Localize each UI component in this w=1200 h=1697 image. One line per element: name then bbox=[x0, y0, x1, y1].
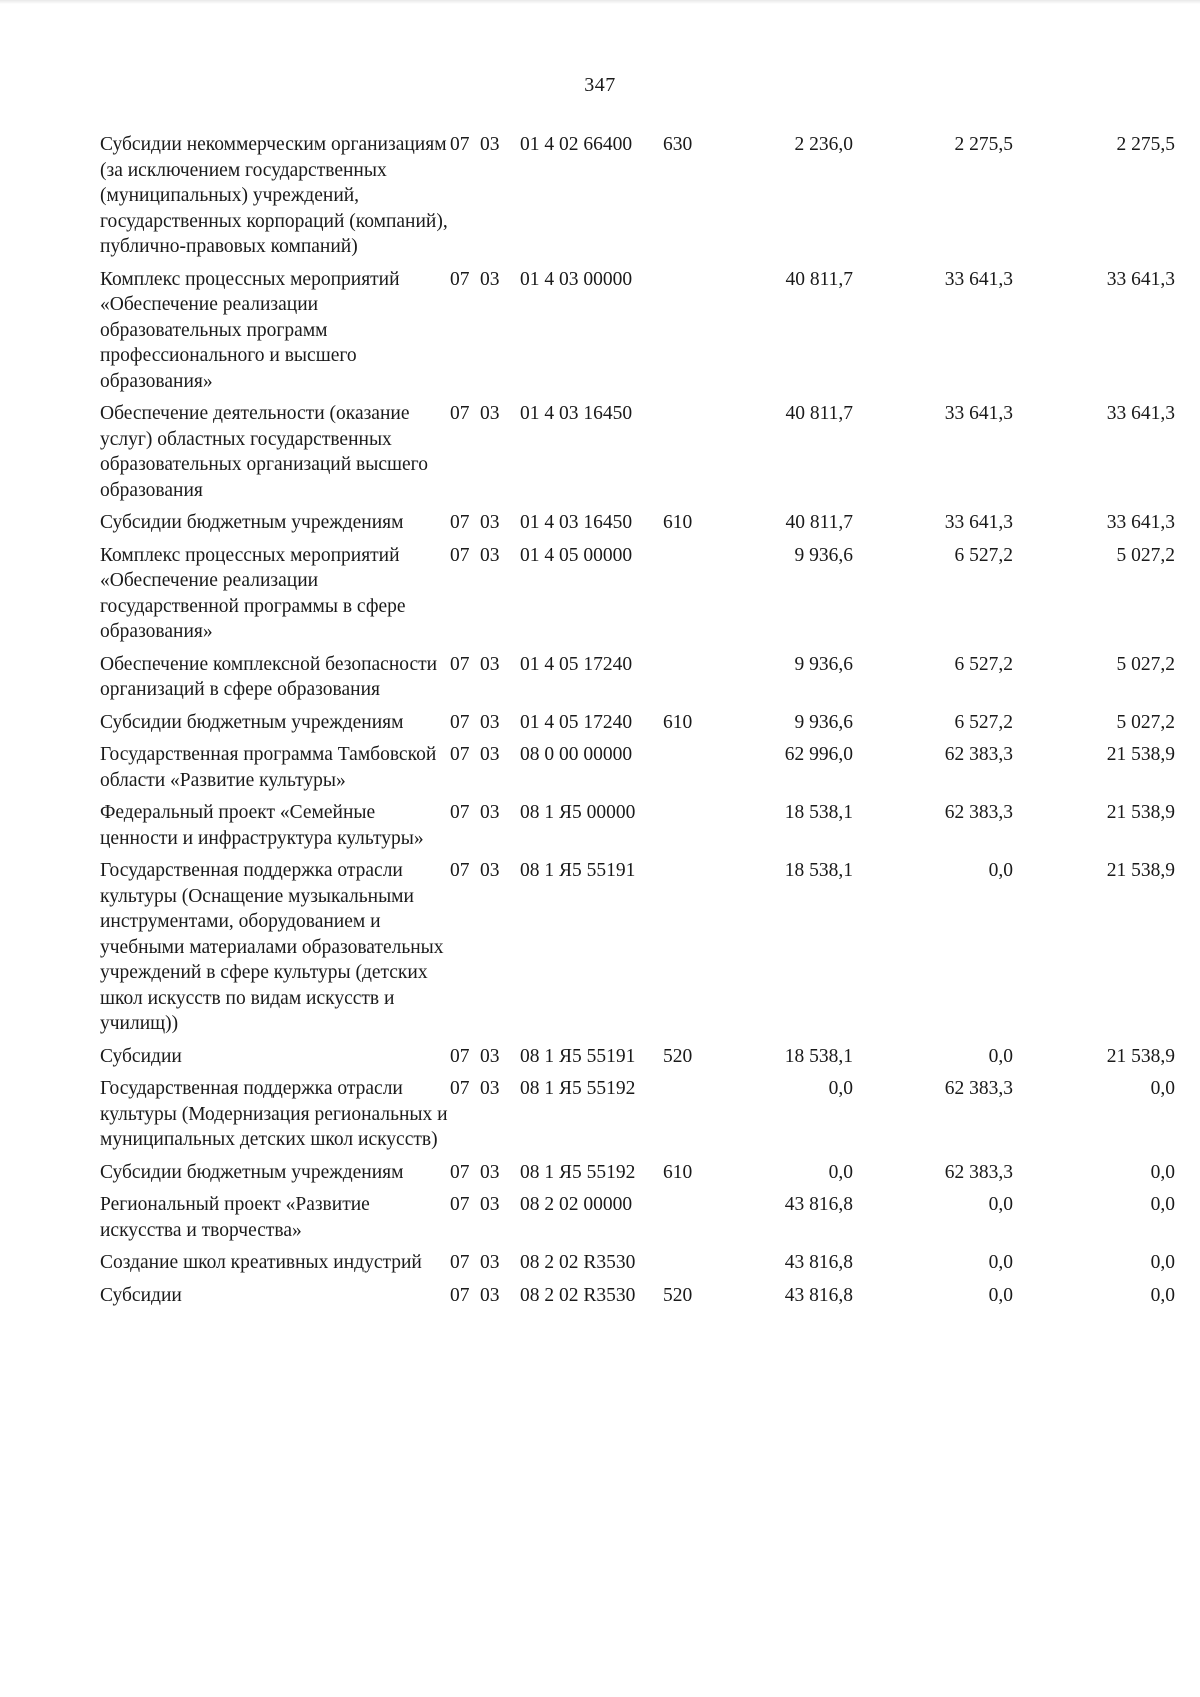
table-row bbox=[100, 401, 1175, 510]
table-row bbox=[100, 267, 1175, 402]
subsection-code: 03 bbox=[480, 403, 500, 424]
amount-year-3: 0,0 bbox=[1150, 1161, 1175, 1183]
amount-year-1: 40 811,7 bbox=[785, 268, 853, 290]
target-article-code: 08 1 Я5 55192 bbox=[520, 1078, 636, 1099]
target-article-code: 08 2 02 00000 bbox=[520, 1194, 633, 1215]
amount-year-2: 0,0 bbox=[988, 860, 1013, 881]
amount-year-1: 0,0 bbox=[828, 1161, 853, 1183]
section-code: 07 bbox=[450, 860, 470, 881]
target-article-code: 08 0 00 00000 bbox=[520, 744, 633, 765]
amount-year-2: 62 383,3 bbox=[944, 802, 1013, 823]
section-code: 07 bbox=[450, 711, 470, 733]
target-article-code: 08 2 02 R3530 bbox=[520, 1252, 636, 1273]
section-code: 07 bbox=[450, 1194, 470, 1215]
amount-year-2: 33 641,3 bbox=[944, 403, 1013, 424]
subsection-code: 03 bbox=[480, 1194, 500, 1215]
amount-year-1: 18 538,1 bbox=[784, 1045, 853, 1067]
expense-type-code: 610 bbox=[663, 711, 693, 733]
target-article-code: 08 1 Я5 55191 bbox=[520, 1045, 636, 1067]
table-row bbox=[100, 510, 1175, 543]
subsection-code: 03 bbox=[480, 512, 500, 533]
table-row bbox=[100, 742, 1175, 800]
row-name: Субсидии бюджетным учреждениям bbox=[100, 711, 404, 733]
amount-year-3: 21 538,9 bbox=[1106, 860, 1175, 881]
expense-type-code: 610 bbox=[663, 1161, 693, 1183]
amount-year-3: 5 027,2 bbox=[1116, 711, 1175, 733]
subsection-code: 03 bbox=[480, 544, 500, 566]
expense-type-code bbox=[663, 267, 723, 402]
section-code: 07 bbox=[450, 1284, 470, 1306]
row-name: Комплекс процессных мероприятий «Обеспечение реализации образовательных программ профессионального и высшего образования» bbox=[100, 268, 400, 392]
amount-year-1: 2 236,0 bbox=[794, 134, 853, 155]
section-code: 07 bbox=[450, 544, 470, 566]
amount-year-1: 62 996,0 bbox=[784, 744, 853, 765]
amount-year-2: 33 641,3 bbox=[944, 512, 1013, 533]
subsection-code: 03 bbox=[480, 802, 500, 823]
amount-year-2: 0,0 bbox=[988, 1045, 1013, 1067]
table-row bbox=[100, 800, 1175, 858]
expense-type-code bbox=[663, 858, 723, 1044]
amount-year-3: 0,0 bbox=[1150, 1284, 1175, 1306]
table-row bbox=[100, 132, 1175, 267]
amount-year-3: 0,0 bbox=[1150, 1194, 1175, 1215]
amount-year-3: 33 641,3 bbox=[1106, 512, 1175, 533]
expense-type-code bbox=[663, 800, 723, 858]
row-name: Субсидии bbox=[100, 1045, 182, 1067]
amount-year-3: 21 538,9 bbox=[1106, 802, 1175, 823]
table-row bbox=[100, 710, 1175, 743]
table-row bbox=[100, 1283, 1175, 1316]
subsection-code: 03 bbox=[480, 711, 500, 733]
target-article-code: 01 4 05 17240 bbox=[520, 711, 633, 733]
table-row bbox=[100, 858, 1175, 1044]
subsection-code: 03 bbox=[480, 744, 500, 765]
amount-year-3: 2 275,5 bbox=[1116, 134, 1175, 155]
row-name: Государственная поддержка отрасли культуры (Оснащение музыкальными инструментами, оборудованием и учебными материалами образовательных учреждений в сфере культуры (детских школ искусств по видам искусств и училищ)) bbox=[100, 860, 444, 1034]
target-article-code: 01 4 03 00000 bbox=[520, 268, 633, 290]
amount-year-3: 5 027,2 bbox=[1116, 544, 1175, 566]
amount-year-1: 0,0 bbox=[828, 1078, 853, 1099]
row-name: Обеспечение деятельности (оказание услуг) областных государственных образовательных организаций высшего образования bbox=[100, 403, 428, 501]
subsection-code: 03 bbox=[480, 134, 500, 155]
section-code: 07 bbox=[450, 134, 470, 155]
amount-year-2: 0,0 bbox=[988, 1284, 1013, 1306]
subsection-code: 03 bbox=[480, 268, 500, 290]
amount-year-3: 33 641,3 bbox=[1106, 268, 1175, 290]
budget-table bbox=[100, 132, 1175, 1315]
target-article-code: 01 4 05 17240 bbox=[520, 653, 633, 675]
amount-year-2: 6 527,2 bbox=[954, 653, 1013, 675]
amount-year-3: 0,0 bbox=[1150, 1078, 1175, 1099]
expense-type-code bbox=[663, 543, 723, 652]
section-code: 07 bbox=[450, 512, 470, 533]
expense-type-code: 610 bbox=[663, 512, 693, 533]
target-article-code: 01 4 05 00000 bbox=[520, 544, 633, 566]
row-name: Субсидии bbox=[100, 1284, 182, 1306]
row-name: Государственная программа Тамбовской области «Развитие культуры» bbox=[100, 744, 437, 791]
amount-year-1: 40 811,7 bbox=[785, 403, 853, 424]
target-article-code: 08 1 Я5 00000 bbox=[520, 802, 636, 823]
table-row bbox=[100, 1076, 1175, 1160]
amount-year-1: 18 538,1 bbox=[784, 802, 853, 823]
row-name: Комплекс процессных мероприятий «Обеспечение реализации государственной программы в сфере образования» bbox=[100, 544, 406, 642]
amount-year-1: 43 816,8 bbox=[784, 1284, 853, 1306]
table-row bbox=[100, 652, 1175, 710]
amount-year-1: 9 936,6 bbox=[794, 653, 853, 675]
target-article-code: 01 4 03 16450 bbox=[520, 512, 633, 533]
amount-year-2: 0,0 bbox=[988, 1252, 1013, 1273]
subsection-code: 03 bbox=[480, 1078, 500, 1099]
target-article-code: 08 1 Я5 55192 bbox=[520, 1161, 636, 1183]
amount-year-2: 62 383,3 bbox=[944, 1161, 1013, 1183]
row-name: Создание школ креативных индустрий bbox=[100, 1252, 422, 1273]
amount-year-1: 9 936,6 bbox=[794, 711, 853, 733]
amount-year-2: 6 527,2 bbox=[954, 711, 1013, 733]
amount-year-3: 0,0 bbox=[1150, 1252, 1175, 1273]
expense-type-code bbox=[663, 401, 723, 510]
subsection-code: 03 bbox=[480, 860, 500, 881]
section-code: 07 bbox=[450, 268, 470, 290]
table-row bbox=[100, 1044, 1175, 1077]
amount-year-2: 6 527,2 bbox=[954, 544, 1013, 566]
amount-year-1: 43 816,8 bbox=[784, 1194, 853, 1215]
amount-year-1: 9 936,6 bbox=[794, 544, 853, 566]
target-article-code: 01 4 03 16450 bbox=[520, 403, 633, 424]
amount-year-2: 33 641,3 bbox=[944, 268, 1013, 290]
amount-year-1: 18 538,1 bbox=[784, 860, 853, 881]
amount-year-3: 21 538,9 bbox=[1106, 744, 1175, 765]
row-name: Субсидии некоммерческим организациям (за исключением государственных (муниципальных) учреждений, государственных корпораций (компаний), публично-правовых компаний) bbox=[100, 134, 448, 257]
expense-type-code: 520 bbox=[663, 1045, 693, 1067]
amount-year-3: 33 641,3 bbox=[1106, 403, 1175, 424]
row-name: Субсидии бюджетным учреждениям bbox=[100, 1161, 404, 1183]
row-name: Федеральный проект «Семейные ценности и инфраструктура культуры» bbox=[100, 802, 424, 849]
expense-type-code bbox=[663, 742, 723, 800]
section-code: 07 bbox=[450, 653, 470, 675]
section-code: 07 bbox=[450, 1161, 470, 1183]
section-code: 07 bbox=[450, 802, 470, 823]
page-number: 347 bbox=[584, 74, 616, 96]
section-code: 07 bbox=[450, 1252, 470, 1273]
amount-year-2: 0,0 bbox=[988, 1194, 1013, 1215]
expense-type-code: 630 bbox=[663, 134, 693, 155]
subsection-code: 03 bbox=[480, 1161, 500, 1183]
target-article-code: 08 1 Я5 55191 bbox=[520, 860, 636, 881]
expense-type-code bbox=[663, 1250, 723, 1283]
section-code: 07 bbox=[450, 403, 470, 424]
target-article-code: 01 4 02 66400 bbox=[520, 134, 633, 155]
budget-table-body bbox=[100, 132, 1175, 1315]
section-code: 07 bbox=[450, 744, 470, 765]
subsection-code: 03 bbox=[480, 1284, 500, 1306]
section-code: 07 bbox=[450, 1078, 470, 1099]
amount-year-2: 62 383,3 bbox=[944, 744, 1013, 765]
row-name: Региональный проект «Развитие искусства и творчества» bbox=[100, 1194, 370, 1241]
row-name: Обеспечение комплексной безопасности организаций в сфере образования bbox=[100, 653, 438, 700]
subsection-code: 03 bbox=[480, 1045, 500, 1067]
table-row bbox=[100, 543, 1175, 652]
subsection-code: 03 bbox=[480, 1252, 500, 1273]
table-row bbox=[100, 1250, 1175, 1283]
section-code: 07 bbox=[450, 1045, 470, 1067]
amount-year-1: 40 811,7 bbox=[785, 512, 853, 533]
amount-year-3: 21 538,9 bbox=[1106, 1045, 1175, 1067]
table-row bbox=[100, 1192, 1175, 1250]
amount-year-1: 43 816,8 bbox=[784, 1252, 853, 1273]
expense-type-code bbox=[663, 1192, 723, 1250]
expense-type-code bbox=[663, 652, 723, 710]
expense-type-code: 520 bbox=[663, 1284, 693, 1306]
expense-type-code bbox=[663, 1076, 723, 1160]
row-name: Государственная поддержка отрасли культуры (Модернизация региональных и муниципальных детских школ искусств) bbox=[100, 1078, 448, 1150]
scan-edge bbox=[0, 0, 1200, 4]
amount-year-2: 2 275,5 bbox=[954, 134, 1013, 155]
target-article-code: 08 2 02 R3530 bbox=[520, 1284, 636, 1306]
row-name: Субсидии бюджетным учреждениям bbox=[100, 512, 404, 533]
table-row bbox=[100, 1160, 1175, 1193]
amount-year-3: 5 027,2 bbox=[1116, 653, 1175, 675]
amount-year-2: 62 383,3 bbox=[944, 1078, 1013, 1099]
subsection-code: 03 bbox=[480, 653, 500, 675]
